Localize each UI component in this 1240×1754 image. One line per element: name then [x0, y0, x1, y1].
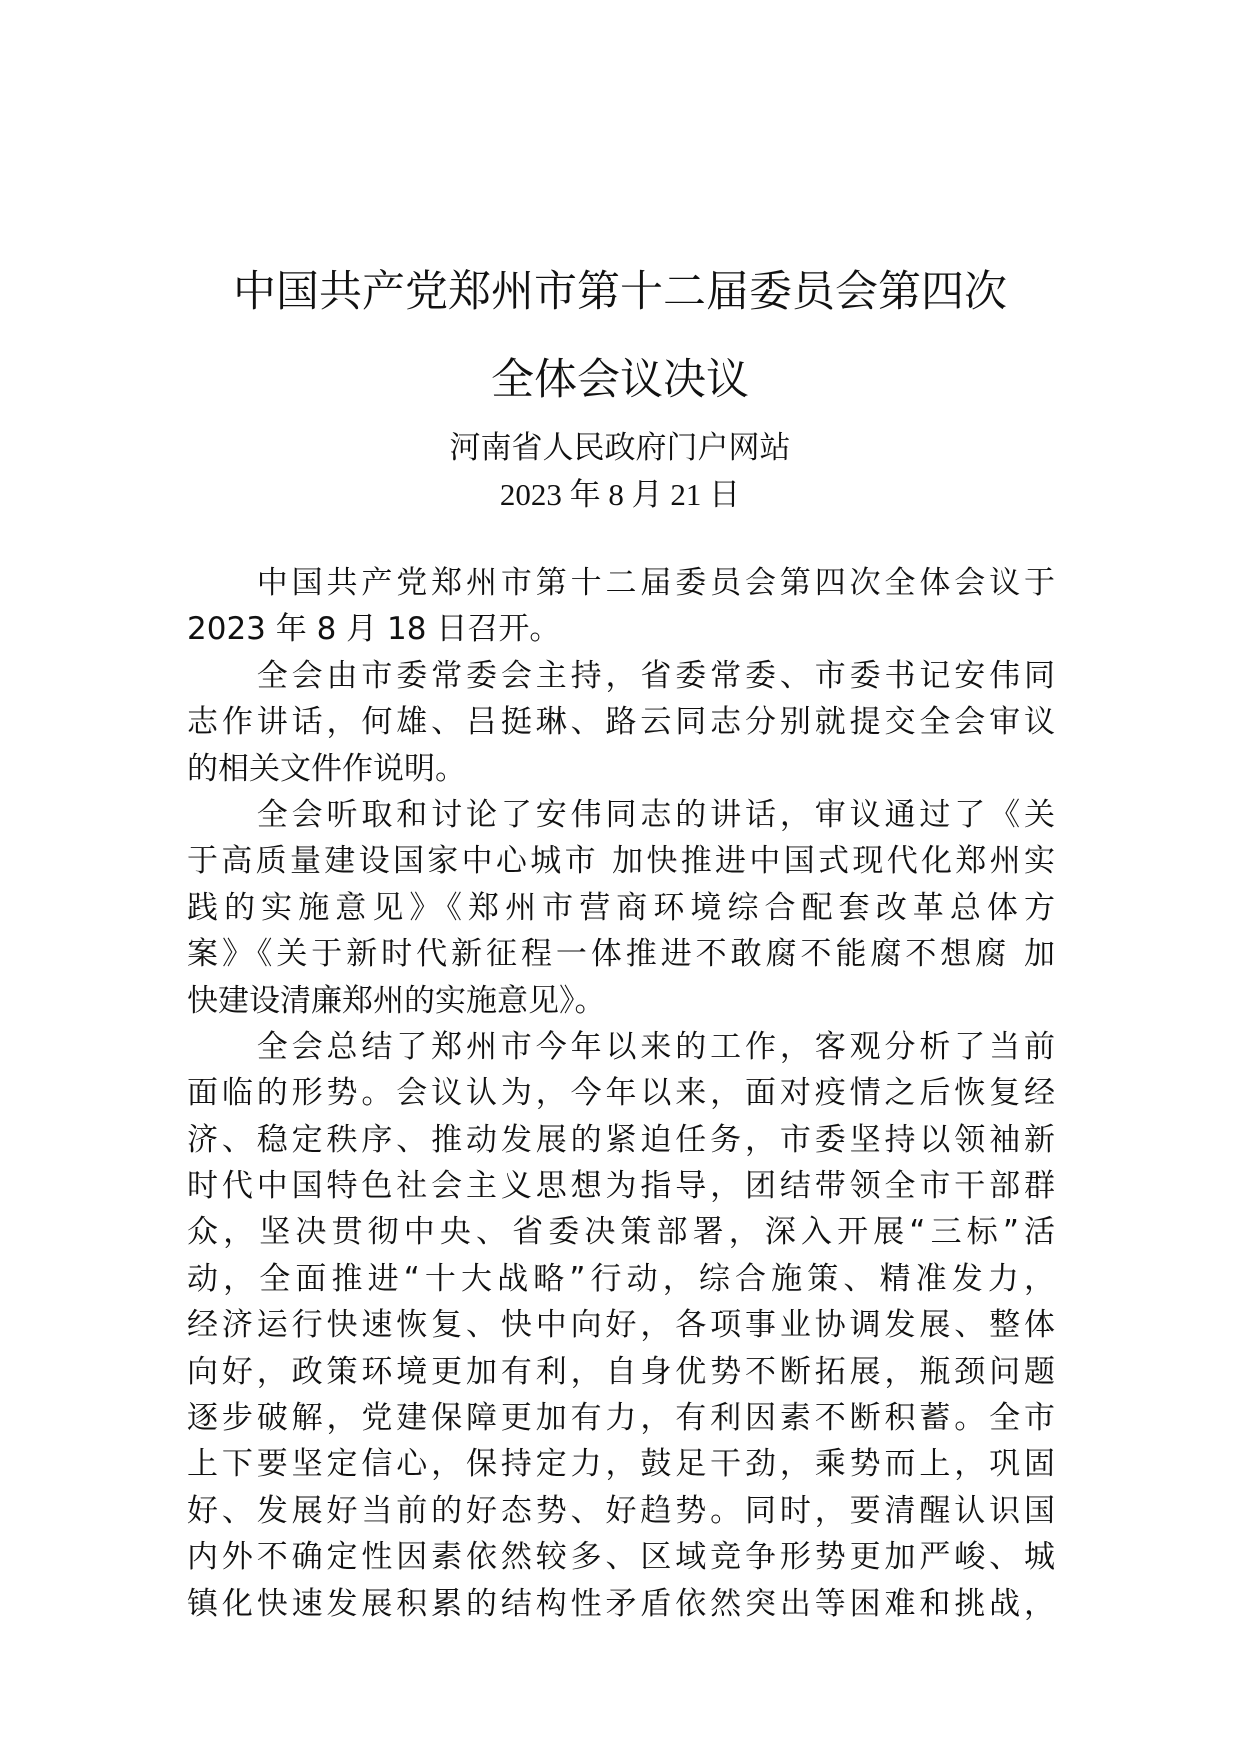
body-line: 济、稳定秩序、推动发展的紧迫任务，市委坚持以领袖新 [187, 1121, 1055, 1158]
document-source: 河南省人民政府门户网站 [449, 430, 791, 466]
body-line: 众，坚决贯彻中央、省委决策部署，深入开展“三标”活 [187, 1214, 1055, 1251]
body-line: 志作讲话，何雄、吕挺琳、路云同志分别就提交全会审议 [187, 704, 1055, 741]
document-title-line-2: 全体会议决议 [491, 355, 749, 405]
body-line: 经济运行快速恢复、快中向好，各项事业协调发展、整体 [187, 1307, 1055, 1344]
body-line: 内外不确定性因素依然较多、区域竞争形势更加严峻、城 [187, 1539, 1055, 1576]
body-line: 践的实施意见》《郑州市营商环境综合配套改革总体方 [187, 889, 1055, 926]
body-line: 面临的形势。会议认为，今年以来，面对疫情之后恢复经 [187, 1075, 1055, 1112]
body-line: 全会听取和讨论了安伟同志的讲话，审议通过了《关 [187, 796, 1055, 833]
body-line: 的相关文件作说明。 [187, 750, 466, 787]
body-line: 案》《关于新时代新征程一体推进不敢腐不能腐不想腐 加 [187, 936, 1055, 973]
body-line: 全会总结了郑州市今年以来的工作，客观分析了当前 [187, 1028, 1055, 1065]
document-body [187, 560, 1055, 1627]
body-line: 2023 年 8 月 18 日召开。 [187, 611, 561, 648]
body-line: 中国共产党郑州市第十二届委员会第四次全体会议于 [187, 565, 1055, 601]
body-line: 逐步破解，党建保障更加有力，有利因素不断积蓄。全市 [187, 1400, 1055, 1437]
body-line: 镇化快速发展积累的结构性矛盾依然突出等困难和挑战， [187, 1585, 1055, 1622]
body-line: 上下要坚定信心，保持定力，鼓足干劲，乘势而上，巩固 [187, 1446, 1055, 1483]
body-line: 动，全面推进“十大战略”行动，综合施策、精准发力， [187, 1260, 1055, 1297]
body-line: 全会由市委常委会主持，省委常委、市委书记安伟同 [187, 657, 1055, 694]
body-line: 于高质量建设国家中心城市 加快推进中国式现代化郑州实 [187, 843, 1055, 880]
document-date: 2023 年 8 月 21 日 [499, 477, 741, 512]
body-line: 向好，政策环境更加有利，自身优势不断拓展，瓶颈问题 [187, 1353, 1055, 1390]
document-title-line-1: 中国共产党郑州市第十二届委员会第四次 [233, 267, 1007, 317]
body-line: 时代中国特色社会主义思想为指导，团结带领全市干部群 [187, 1168, 1055, 1205]
body-line: 快建设清廉郑州的实施意见》。 [187, 982, 606, 1019]
body-line: 好、发展好当前的好态势、好趋势。同时，要清醒认识国 [187, 1492, 1055, 1529]
